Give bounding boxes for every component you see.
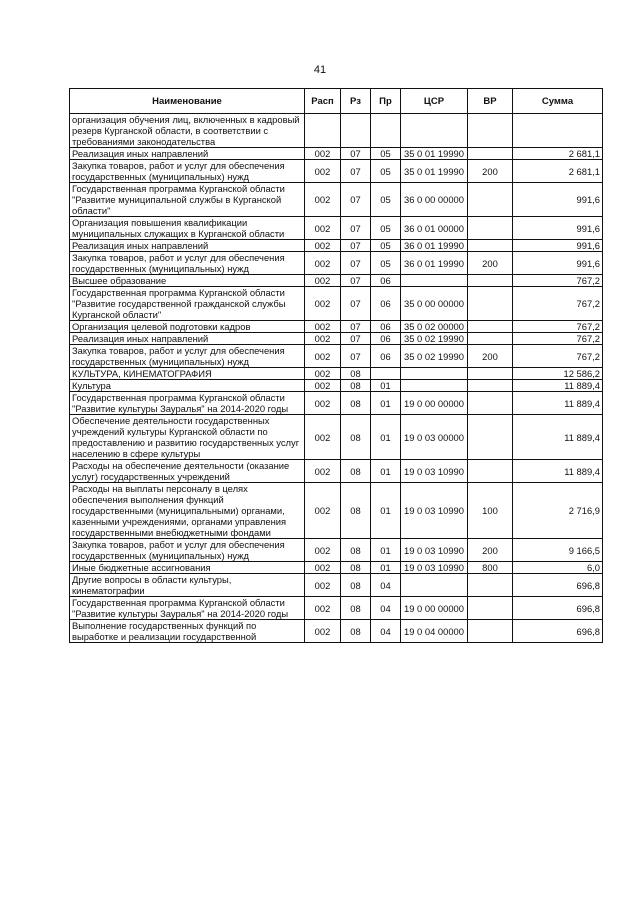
cell-name: организация обучения лиц, включенных в кадровый резерв Курганской области, в соответствии с требованиями законодательства xyxy=(70,114,305,148)
table-row xyxy=(70,287,603,321)
cell-sum: 11 889,4 xyxy=(513,460,603,483)
cell-rasp: 002 xyxy=(305,368,341,380)
table-row xyxy=(70,114,603,148)
cell-rasp xyxy=(305,114,341,148)
cell-pr: 01 xyxy=(371,562,401,574)
cell-pr: 05 xyxy=(371,148,401,160)
table-row xyxy=(70,275,603,287)
table-row xyxy=(70,392,603,415)
table-row xyxy=(70,183,603,217)
cell-sum: 991,6 xyxy=(513,240,603,252)
cell-pr: 06 xyxy=(371,287,401,321)
cell-csr: 36 0 01 19990 xyxy=(401,252,468,275)
cell-name: Государственная программа Курганской области "Развитие государственной гражданской службы Курганской области" xyxy=(70,287,305,321)
cell-sum: 2 681,1 xyxy=(513,148,603,160)
cell-csr xyxy=(401,275,468,287)
table-row xyxy=(70,345,603,368)
cell-sum: 696,8 xyxy=(513,620,603,643)
cell-rz: 07 xyxy=(341,148,371,160)
table-row xyxy=(70,240,603,252)
header-name: Наименование xyxy=(70,89,305,114)
table-row xyxy=(70,539,603,562)
cell-csr xyxy=(401,380,468,392)
cell-csr xyxy=(401,574,468,597)
cell-csr: 35 0 01 19990 xyxy=(401,148,468,160)
cell-name: Закупка товаров, работ и услуг для обеспечения государственных (муниципальных) нужд xyxy=(70,345,305,368)
cell-name: Закупка товаров, работ и услуг для обеспечения государственных (муниципальных) нужд xyxy=(70,539,305,562)
cell-rasp: 002 xyxy=(305,333,341,345)
table-header-row xyxy=(70,89,603,114)
header-csr: ЦСР xyxy=(401,89,468,114)
cell-pr: 01 xyxy=(371,460,401,483)
cell-rasp: 002 xyxy=(305,217,341,240)
cell-pr: 05 xyxy=(371,252,401,275)
cell-rasp: 002 xyxy=(305,275,341,287)
cell-rz: 08 xyxy=(341,380,371,392)
header-sum: Сумма xyxy=(513,89,603,114)
cell-rasp: 002 xyxy=(305,562,341,574)
cell-vr xyxy=(468,275,513,287)
table-row xyxy=(70,574,603,597)
cell-pr: 05 xyxy=(371,217,401,240)
cell-vr xyxy=(468,380,513,392)
cell-rasp: 002 xyxy=(305,380,341,392)
cell-rz: 07 xyxy=(341,275,371,287)
cell-pr: 01 xyxy=(371,380,401,392)
cell-rz: 07 xyxy=(341,160,371,183)
cell-sum xyxy=(513,114,603,148)
table-row xyxy=(70,321,603,333)
cell-pr: 04 xyxy=(371,574,401,597)
cell-rz: 07 xyxy=(341,217,371,240)
cell-sum: 696,8 xyxy=(513,574,603,597)
cell-vr xyxy=(468,287,513,321)
cell-sum: 2 716,9 xyxy=(513,483,603,539)
table-row xyxy=(70,368,603,380)
table-row xyxy=(70,460,603,483)
cell-vr xyxy=(468,321,513,333)
cell-pr: 05 xyxy=(371,160,401,183)
cell-pr: 06 xyxy=(371,345,401,368)
cell-sum: 991,6 xyxy=(513,252,603,275)
table-row xyxy=(70,148,603,160)
cell-rz xyxy=(341,114,371,148)
cell-name: Закупка товаров, работ и услуг для обеспечения государственных (муниципальных) нужд xyxy=(70,252,305,275)
cell-rasp: 002 xyxy=(305,620,341,643)
cell-rasp: 002 xyxy=(305,460,341,483)
cell-vr: 200 xyxy=(468,160,513,183)
cell-name: Выполнение государственных функций по выработке и реализации государственной xyxy=(70,620,305,643)
cell-rz: 08 xyxy=(341,392,371,415)
cell-name: Закупка товаров, работ и услуг для обеспечения государственных (муниципальных) нужд xyxy=(70,160,305,183)
cell-vr: 100 xyxy=(468,483,513,539)
cell-pr: 06 xyxy=(371,275,401,287)
cell-vr: 800 xyxy=(468,562,513,574)
table-row xyxy=(70,252,603,275)
cell-rz: 07 xyxy=(341,321,371,333)
cell-vr: 200 xyxy=(468,345,513,368)
cell-vr xyxy=(468,217,513,240)
cell-csr: 35 0 01 19990 xyxy=(401,160,468,183)
cell-sum: 991,6 xyxy=(513,217,603,240)
table-row xyxy=(70,562,603,574)
cell-pr: 06 xyxy=(371,321,401,333)
cell-csr: 19 0 03 00000 xyxy=(401,415,468,460)
cell-csr: 19 0 03 10990 xyxy=(401,460,468,483)
cell-pr: 06 xyxy=(371,333,401,345)
cell-rasp: 002 xyxy=(305,160,341,183)
cell-sum: 991,6 xyxy=(513,183,603,217)
cell-pr: 01 xyxy=(371,392,401,415)
cell-rasp: 002 xyxy=(305,415,341,460)
cell-sum: 767,2 xyxy=(513,321,603,333)
cell-rz: 08 xyxy=(341,539,371,562)
table-row xyxy=(70,597,603,620)
cell-vr xyxy=(468,620,513,643)
cell-csr: 35 0 02 19990 xyxy=(401,333,468,345)
cell-pr: 01 xyxy=(371,415,401,460)
cell-vr xyxy=(468,240,513,252)
cell-name: Реализация иных направлений xyxy=(70,240,305,252)
cell-rasp: 002 xyxy=(305,392,341,415)
cell-rasp: 002 xyxy=(305,483,341,539)
table-row xyxy=(70,380,603,392)
cell-rz: 07 xyxy=(341,252,371,275)
cell-vr xyxy=(468,415,513,460)
cell-name: Государственная программа Курганской области "Развитие культуры Зауралья" на 2014-2020 годы xyxy=(70,597,305,620)
table-row xyxy=(70,415,603,460)
cell-name: Реализация иных направлений xyxy=(70,148,305,160)
cell-rasp: 002 xyxy=(305,597,341,620)
cell-rasp: 002 xyxy=(305,345,341,368)
cell-csr: 19 0 03 10990 xyxy=(401,539,468,562)
cell-rasp: 002 xyxy=(305,539,341,562)
cell-rasp: 002 xyxy=(305,287,341,321)
cell-sum: 11 889,4 xyxy=(513,392,603,415)
cell-csr xyxy=(401,114,468,148)
cell-csr: 36 0 00 00000 xyxy=(401,183,468,217)
cell-pr: 04 xyxy=(371,597,401,620)
cell-name: Расходы на выплаты персоналу в целях обеспечения выполнения функций государственными (муниципальными) органами, казенными учреждениями, органами управления государственными внебюджетными фондами xyxy=(70,483,305,539)
cell-pr: 04 xyxy=(371,620,401,643)
cell-vr xyxy=(468,183,513,217)
cell-csr: 35 0 02 00000 xyxy=(401,321,468,333)
table-row xyxy=(70,333,603,345)
header-pr: Пр xyxy=(371,89,401,114)
page-number: 41 xyxy=(313,64,327,76)
table-row xyxy=(70,160,603,183)
cell-pr xyxy=(371,368,401,380)
table-row xyxy=(70,483,603,539)
cell-rz: 08 xyxy=(341,620,371,643)
cell-csr: 35 0 02 19990 xyxy=(401,345,468,368)
cell-rz: 07 xyxy=(341,345,371,368)
cell-rasp: 002 xyxy=(305,148,341,160)
table-row xyxy=(70,217,603,240)
cell-csr: 36 0 01 19990 xyxy=(401,240,468,252)
cell-rasp: 002 xyxy=(305,252,341,275)
cell-name: КУЛЬТУРА, КИНЕМАТОГРАФИЯ xyxy=(70,368,305,380)
cell-sum: 11 889,4 xyxy=(513,380,603,392)
cell-sum: 9 166,5 xyxy=(513,539,603,562)
budget-table xyxy=(69,88,603,643)
cell-rz: 08 xyxy=(341,460,371,483)
header-vr: ВР xyxy=(468,89,513,114)
cell-sum: 2 681,1 xyxy=(513,160,603,183)
cell-sum: 6,0 xyxy=(513,562,603,574)
cell-pr: 05 xyxy=(371,183,401,217)
cell-csr: 36 0 01 00000 xyxy=(401,217,468,240)
cell-rz: 07 xyxy=(341,183,371,217)
cell-vr xyxy=(468,368,513,380)
cell-rz: 08 xyxy=(341,483,371,539)
cell-name: Реализация иных направлений xyxy=(70,333,305,345)
cell-sum: 767,2 xyxy=(513,287,603,321)
cell-name: Государственная программа Курганской области "Развитие культуры Зауралья" на 2014-2020 годы xyxy=(70,392,305,415)
cell-rz: 07 xyxy=(341,240,371,252)
cell-name: Обеспечение деятельности государственных учреждений культуры Курганской области по предоставлению и развитию государственных услуг населению в сфере культуры xyxy=(70,415,305,460)
cell-rz: 08 xyxy=(341,574,371,597)
cell-name: Высшее образование xyxy=(70,275,305,287)
cell-vr: 200 xyxy=(468,539,513,562)
cell-vr xyxy=(468,460,513,483)
cell-sum: 12 586,2 xyxy=(513,368,603,380)
cell-rasp: 002 xyxy=(305,574,341,597)
cell-csr: 35 0 00 00000 xyxy=(401,287,468,321)
cell-name: Организация повышения квалификации муниципальных служащих в Курганской области xyxy=(70,217,305,240)
cell-csr: 19 0 03 10990 xyxy=(401,562,468,574)
cell-rz: 08 xyxy=(341,368,371,380)
cell-sum: 767,2 xyxy=(513,333,603,345)
cell-rz: 07 xyxy=(341,333,371,345)
cell-sum: 696,8 xyxy=(513,597,603,620)
cell-pr: 05 xyxy=(371,240,401,252)
cell-pr xyxy=(371,114,401,148)
cell-csr: 19 0 03 10990 xyxy=(401,483,468,539)
cell-name: Культура xyxy=(70,380,305,392)
cell-csr xyxy=(401,368,468,380)
cell-pr: 01 xyxy=(371,483,401,539)
cell-vr xyxy=(468,597,513,620)
cell-name: Другие вопросы в области культуры, кинематографии xyxy=(70,574,305,597)
cell-name: Расходы на обеспечение деятельности (оказание услуг) государственных учреждений xyxy=(70,460,305,483)
cell-name: Иные бюджетные ассигнования xyxy=(70,562,305,574)
cell-rasp: 002 xyxy=(305,321,341,333)
cell-csr: 19 0 00 00000 xyxy=(401,392,468,415)
cell-vr xyxy=(468,574,513,597)
header-rasp: Расп xyxy=(305,89,341,114)
cell-rasp: 002 xyxy=(305,240,341,252)
cell-rz: 07 xyxy=(341,287,371,321)
cell-rz: 08 xyxy=(341,597,371,620)
cell-pr: 01 xyxy=(371,539,401,562)
cell-csr: 19 0 04 00000 xyxy=(401,620,468,643)
cell-rz: 08 xyxy=(341,415,371,460)
cell-name: Государственная программа Курганской области "Развитие муниципальной службы в Курганской области" xyxy=(70,183,305,217)
cell-rasp: 002 xyxy=(305,183,341,217)
cell-rz: 08 xyxy=(341,562,371,574)
cell-sum: 11 889,4 xyxy=(513,415,603,460)
cell-vr xyxy=(468,148,513,160)
cell-csr: 19 0 00 00000 xyxy=(401,597,468,620)
cell-vr xyxy=(468,333,513,345)
cell-sum: 767,2 xyxy=(513,345,603,368)
cell-vr xyxy=(468,114,513,148)
cell-vr xyxy=(468,392,513,415)
table-row xyxy=(70,620,603,643)
header-rz: Рз xyxy=(341,89,371,114)
cell-sum: 767,2 xyxy=(513,275,603,287)
cell-name: Организация целевой подготовки кадров xyxy=(70,321,305,333)
cell-vr: 200 xyxy=(468,252,513,275)
